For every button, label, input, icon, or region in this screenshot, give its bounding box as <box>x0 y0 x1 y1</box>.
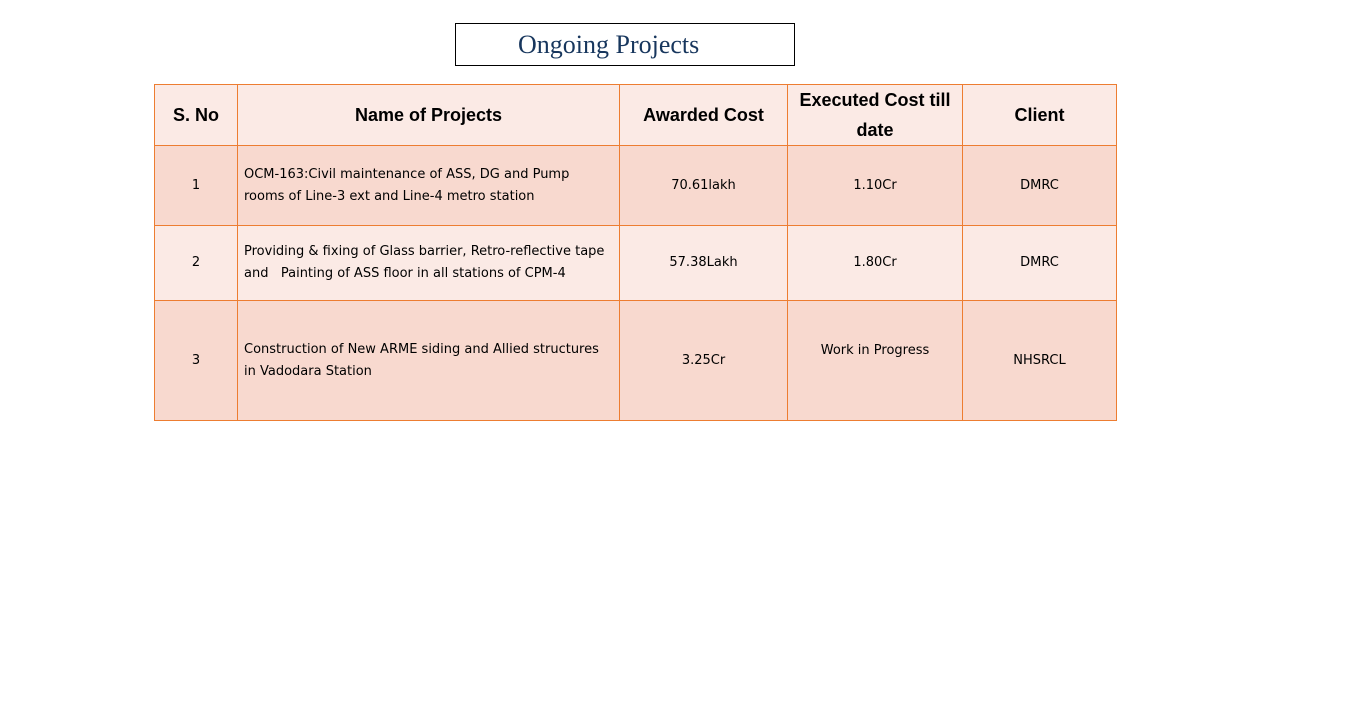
table-header-row <box>155 85 1117 146</box>
page-title: Ongoing Projects <box>518 30 700 59</box>
header-awarded-cost: Awarded Cost <box>620 85 788 146</box>
cell-client: DMRC <box>963 146 1117 226</box>
table-row <box>155 301 1117 421</box>
header-client: Client <box>963 85 1117 146</box>
cell-sno: 1 <box>155 146 238 226</box>
cell-project-name: OCM-163:Civil maintenance of ASS, DG and Pump rooms of Line-3 ext and Line-4 metro station <box>238 146 620 226</box>
header-executed-cost: Executed Cost till date <box>788 85 963 146</box>
table-row <box>155 146 1117 226</box>
cell-executed-cost-wrapper <box>788 301 963 421</box>
header-sno: S. No <box>155 85 238 146</box>
cell-sno: 2 <box>155 226 238 301</box>
cell-sno: 3 <box>155 301 238 421</box>
cell-client: DMRC <box>963 226 1117 301</box>
cell-project-name: Providing & fixing of Glass barrier, Retro-reflective tape and Painting of ASS floor in all stations of CPM-4 <box>238 226 620 301</box>
table-row <box>155 226 1117 301</box>
cell-awarded-cost: 3.25Cr <box>620 301 788 421</box>
cell-executed-cost: 1.10Cr <box>788 146 963 226</box>
cell-awarded-cost: 57.38Lakh <box>620 226 788 301</box>
cell-executed-cost: Work in Progress <box>820 342 930 358</box>
cell-executed-cost: 1.80Cr <box>788 226 963 301</box>
title-box <box>455 23 795 66</box>
cell-project-name: Construction of New ARME siding and Allied structures in Vadodara Station <box>238 301 620 421</box>
cell-client: NHSRCL <box>963 301 1117 421</box>
projects-table <box>154 84 1117 421</box>
cell-awarded-cost: 70.61lakh <box>620 146 788 226</box>
header-name: Name of Projects <box>238 85 620 146</box>
